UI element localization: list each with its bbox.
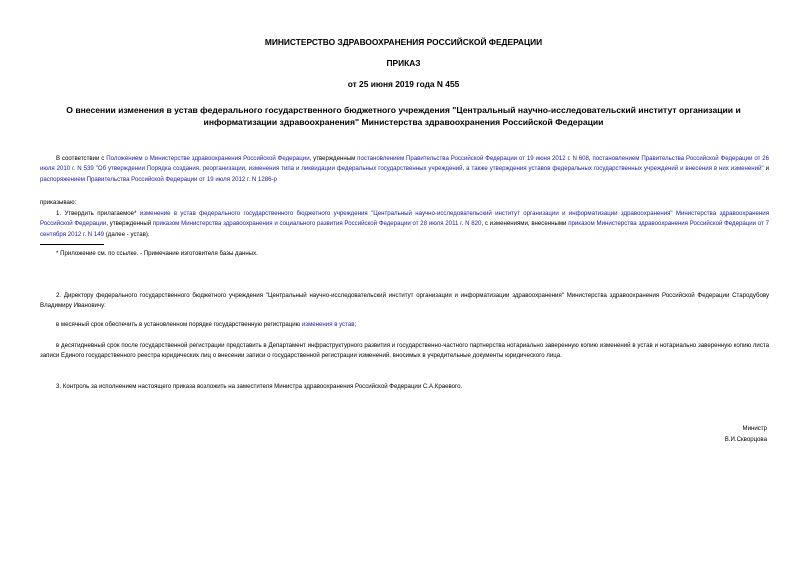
document-title: О внесении изменения в устав федерального государственного бюджетного учреждения "Центральный научно-исследовательский институт организации и информатизации здравоохранения" Министерства здравоохранения Российской Федерации — [66, 105, 741, 127]
preamble-text-4: и — [763, 165, 769, 173]
item-2b-paragraph: в десятидневный срок после государственной регистрации представить в Департамент инфраструктурного развития и государственно-частного партнерства нотариально заверенную копию изменений в устав и нотариально заверенную копию листа записи Единого государственного реестра юридических лиц о внесении записи о государственной регистрации изменений, вносимых в учредительные документы юридического лица. — [40, 342, 769, 360]
footnote-divider — [40, 244, 104, 245]
item-2a-text-2: ; — [354, 321, 357, 328]
preamble-paragraph — [40, 154, 769, 185]
preamble-text-2: , утвержденным — [309, 155, 358, 162]
link-decree-608[interactable]: постановлением Правительства Российской Федерации от 19 июня 2012 г. N 608 — [357, 155, 589, 162]
item-2a-text-1: в месячный срок обеспечить в установленном порядке государственную регистрацию — [56, 321, 302, 328]
document-date-number: от 25 июня 2019 года N 455 — [347, 79, 460, 89]
link-decree-539[interactable]: постановлением Правительства Российской Федерации от 26 июля 2010 г. N 539 "Об утверждении Порядка создания, реорганизации, изменения типа и ликвидации федеральных государственных учреждений, а также утверждения уставов федеральных государственных учреждений и внесения в них изменений" — [40, 155, 770, 173]
link-order-1286[interactable]: распоряжением Правительства Российской Федерации от 19 июля 2012 г. N 1286-р — [40, 175, 277, 183]
item-1-text-2: , утвержденный — [106, 220, 153, 228]
item-1-paragraph — [40, 209, 769, 240]
ministry-heading: МИНИСТЕРСТВО ЗДРАВООХРАНЕНИЯ РОССИЙСКОЙ ФЕДЕРАЦИИ — [264, 37, 543, 47]
link-ministry-regulation[interactable]: Положением о Министерстве здравоохранения Российской Федерации — [106, 155, 310, 162]
item-1-text-3: , с изменениями, внесенными — [481, 220, 569, 228]
preamble-text-1: В соответствии с — [56, 155, 107, 162]
item-1-text-4: (далее - устав). — [104, 230, 150, 238]
signature-position: Министр — [742, 425, 767, 432]
footnote: * Приложение см. по ссылке. - Примечание изготовителя базы данных. — [56, 250, 258, 257]
item-3-paragraph: 3. Контроль за исполнением настоящего приказа возложить на заместителя Министра здравоохранения Российской Федерации С.А.Краевого. — [56, 383, 463, 390]
link-order-149[interactable]: приказом Министерства здравоохранения Российской Федерации от 7 сентября 2012 г. N 149 — [40, 220, 769, 238]
item-2a-paragraph — [40, 320, 769, 330]
document-type-heading: ПРИКАЗ — [386, 58, 421, 68]
link-charter-amendment[interactable]: изменение в устав федерального государственного бюджетного учреждения "Центральный научно-исследовательский институт организации и информатизации здравоохранения" Министерства здравоохранения Российской Федерации — [40, 210, 769, 228]
link-order-820[interactable]: приказом Министерства здравоохранения и социального развития Российской Федерации от 28 июля 2011 г. N 820 — [152, 220, 482, 228]
preamble-text-3: , — [588, 155, 593, 162]
item-1-text-1: 1. Утвердить прилагаемое* — [56, 210, 140, 217]
link-charter-changes[interactable]: изменения в устав — [301, 321, 355, 328]
signature-name: В.И.Скворцова — [724, 436, 767, 443]
item-2-paragraph: 2. Директору федерального государственного бюджетного учреждения "Центральный научно-исследовательский институт организации и информатизации здравоохранения" Министерства здравоохранения Российской Федерации Стародубову Владимиру Ивановичу: — [40, 292, 769, 310]
order-word: приказываю: — [40, 199, 77, 206]
